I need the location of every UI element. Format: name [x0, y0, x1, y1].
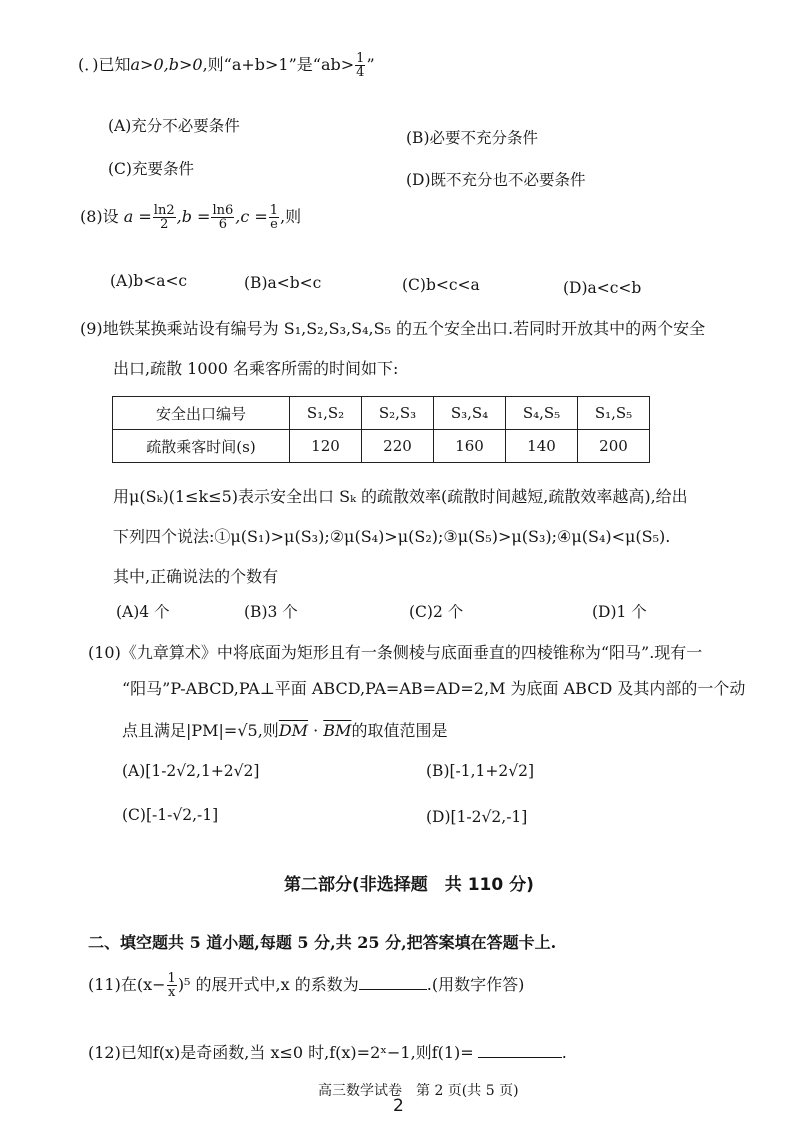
- table-row-label: 疏散乘客时间(s): [113, 430, 290, 463]
- q8-option-c: (C)b<c<a: [402, 276, 480, 294]
- q9-line-4: 下列四个说法:①μ(S₁)>μ(S₃);②μ(S₄)>μ(S₂);③μ(S₅)>μ(S₃);④μ(S₄)<μ(S₅).: [113, 527, 671, 546]
- vector-bm: $\overline{BM}$: [323, 721, 352, 740]
- table-column-header: S₄,S₅: [506, 397, 578, 430]
- answer-blank: [478, 1043, 562, 1058]
- q8-fraction-a: $\frac{\ln 2}{2}$: [153, 203, 175, 232]
- table-column-header: S₂,S₃: [362, 397, 434, 430]
- page-number: 2: [393, 1096, 404, 1116]
- table-header-label: 安全出口编号: [113, 397, 290, 430]
- q9-line-2: 出口,疏散 1000 名乘客所需的时间如下:: [113, 359, 399, 378]
- q8-stem: (8)设 a = $\frac{\ln 2}{2}$ ,b = $\frac{\ln 6}{6}$ ,c = $\frac{1}{e}$ ,则: [80, 203, 302, 232]
- q10-option-b: (B)[-1,1+2√2]: [426, 762, 535, 780]
- q7-fraction: $\frac{1}{4}$: [356, 51, 365, 80]
- part2-title: 第二部分(非选择题 共 110 分): [284, 875, 534, 895]
- q8-option-a: (A)b<a<c: [110, 272, 188, 290]
- q8-option-b: (B)a<b<c: [244, 274, 322, 292]
- q9-option-d: (D)1 个: [592, 603, 647, 621]
- q7-number: (．): [78, 55, 99, 74]
- q8-fraction-b: $\frac{\ln 6}{6}$: [212, 203, 234, 232]
- q9-line-3: 用μ(Sₖ)(1≤k≤5)表示安全出口 Sₖ 的疏散效率(疏散时间越短,疏散效率越高),给出: [113, 487, 688, 506]
- q9-line-5: 其中,正确说法的个数有: [113, 567, 279, 586]
- q9-option-a: (A)4 个: [116, 603, 170, 621]
- q8-option-d: (D)a<c<b: [563, 279, 642, 297]
- q7-option-a: (A)充分不必要条件: [108, 117, 240, 135]
- q10-option-a: (A)[1-2√2,1+2√2]: [122, 762, 260, 780]
- q7-option-b: (B)必要不充分条件: [406, 129, 538, 147]
- q11-stem: (11)在(x− $\frac{1}{x}$ )⁵ 的展开式中,x 的系数为 .(用数字作答): [88, 971, 525, 1000]
- q10-option-c: (C)[-1-√2,-1]: [122, 806, 219, 824]
- q10-line-3: 点且满足|PM|=√5,则$\overline{DM} \cdot \overline{BM}$的取值范围是: [122, 721, 448, 740]
- table-row: [113, 397, 650, 430]
- q7-option-c: (C)充要条件: [108, 160, 194, 178]
- table-cell: 220: [362, 430, 434, 463]
- section-heading: 二、填空题共 5 道小题,每题 5 分,共 25 分,把答案填在答题卡上.: [88, 933, 557, 952]
- q9-option-c: (C)2 个: [409, 603, 464, 621]
- q9-option-b: (B)3 个: [244, 603, 298, 621]
- q7-stem: (．)已知a>0,b>0,则“a+b>1”是“ab> $\frac{1}{4}$ ”: [78, 51, 375, 80]
- q12-stem: (12)已知f(x)是奇函数,当 x≤0 时,f(x)=2ˣ−1,则f(1)= .: [88, 1043, 567, 1062]
- q10-line-1: (10)《九章算术》中将底面为矩形且有一条侧棱与底面垂直的四棱锥称为“阳马”.现有一: [88, 643, 703, 662]
- q9-line-1: (9)地铁某换乘站设有编号为 S₁,S₂,S₃,S₄,S₅ 的五个安全出口.若同时开放其中的两个安全: [80, 319, 706, 338]
- q11-fraction: $\frac{1}{x}$: [167, 971, 176, 1000]
- q7-option-d: (D)既不充分也不必要条件: [406, 171, 586, 189]
- table-cell: 140: [506, 430, 578, 463]
- vector-dm: $\overline{DM}$: [278, 721, 309, 740]
- q8-fraction-c: $\frac{1}{e}$: [269, 203, 279, 232]
- table-column-header: S₃,S₄: [434, 397, 506, 430]
- evacuation-table: [112, 396, 650, 463]
- table-cell: 200: [578, 430, 650, 463]
- q10-line-2: “阳马”P-ABCD,PA⊥平面 ABCD,PA=AB=AD=2,M 为底面 ABCD 及其内部的一个动: [122, 679, 746, 698]
- table-row: [113, 430, 650, 463]
- table-column-header: S₁,S₅: [578, 397, 650, 430]
- answer-blank: [359, 975, 427, 990]
- table-column-header: S₁,S₂: [290, 397, 362, 430]
- table-cell: 120: [290, 430, 362, 463]
- q10-option-d: (D)[1-2√2,-1]: [426, 808, 528, 826]
- page-footer: 高三数学试卷 第 2 页(共 5 页): [318, 1083, 519, 1099]
- table-cell: 160: [434, 430, 506, 463]
